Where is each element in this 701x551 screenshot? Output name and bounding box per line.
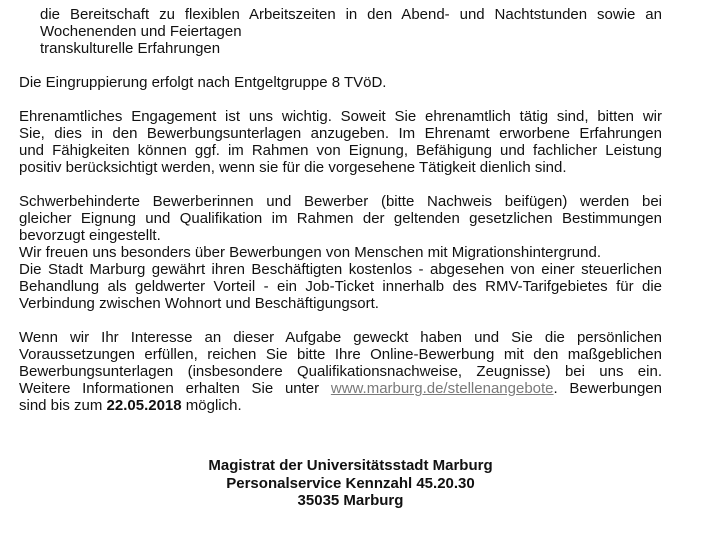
paragraph-line: Wenn wir Ihr Interesse an dieser Aufgabe geweckt haben und Sie die persönlichen (19, 329, 662, 346)
paragraph-line: Schwerbehinderte Bewerberinnen und Bewerber (bitte Nachweis beifügen) werden bei (19, 193, 662, 210)
signature-line-department: Personalservice Kennzahl 45.20.30 (226, 474, 475, 492)
signature-line-organization: Magistrat der Universitätsstadt Marburg (208, 457, 493, 474)
disability-paragraph (19, 193, 662, 312)
requirements-list (19, 6, 662, 57)
job-offers-link[interactable]: www.marburg.de/stellenangebote (330, 380, 554, 397)
paragraph-line: Bewerbungsunterlagen (insbesondere Qualifikationsnachweise, Zeugnisse) bei uns ein. (19, 363, 662, 380)
paragraph-line: gleicher Eignung und Qualifikation im Rahmen der geltenden gesetzlichen Bestimmungen (19, 210, 662, 227)
paragraph-line: positiv berücksichtigt werden, wenn sie für die vorgesehene Tätigkeit dienlich sind. (19, 159, 567, 176)
info-line (19, 380, 662, 397)
paragraph-line: und Fähigkeiten können ggf. im Rahmen von Eignung, Befähigung und fachlicher Leistung (19, 142, 662, 159)
deadline-suffix: möglich. (185, 397, 242, 414)
paragraph-line: Verbindung zwischen Wohnort und Beschäftigungsort. (19, 295, 379, 312)
deadline-prefix: sind bis zum (19, 397, 103, 414)
paragraph-line: Sie, dies in den Bewerbungsunterlagen anzugeben. Im Ehrenamt erworbene Erfahrungen (19, 125, 662, 142)
paragraph-line: Behandlung als geldwerter Vorteil - ein Job-Ticket innerhalb des RMV-Tarifgebietes für die (19, 278, 662, 295)
paragraph-line: Ehrenamtliches Engagement ist uns wichtig. Soweit Sie ehrenamtlich tätig sind, bitten wir (19, 108, 662, 125)
paragraph-line: bevorzugt eingestellt. (19, 227, 161, 244)
pay-grade-paragraph (19, 74, 662, 91)
list-item: die Bereitschaft zu flexiblen Arbeitszeiten in den Abend- und Nachtstunden sowie an (40, 6, 662, 23)
info-prefix: Weitere Informationen erhalten Sie unter (19, 380, 320, 397)
job-posting-body (19, 6, 662, 414)
signature-block (0, 457, 701, 510)
list-item: Wochenenden und Feiertagen (40, 23, 242, 40)
paragraph-line: Voraussetzungen erfüllen, reichen Sie bitte Ihre Online-Bewerbung mit den maßgeblichen (19, 346, 662, 363)
migration-text: Wir freuen uns besonders über Bewerbungen von Menschen mit Migrationshintergrund. (19, 244, 601, 261)
list-item: transkulturelle Erfahrungen (40, 40, 221, 57)
signature-line-address: 35035 Marburg (297, 492, 404, 509)
pay-grade-text: Die Eingruppierung erfolgt nach Entgeltgruppe 8 TVöD. (19, 74, 387, 91)
deadline-date: 22.05.2018 (106, 397, 182, 414)
deadline-line (19, 397, 662, 414)
application-paragraph (19, 329, 662, 414)
info-suffix: . Bewerbungen (553, 380, 662, 397)
volunteer-paragraph (19, 108, 662, 176)
paragraph-line: Die Stadt Marburg gewährt ihren Beschäftigten kostenlos - abgesehen von einer steuerlichen (19, 261, 662, 278)
